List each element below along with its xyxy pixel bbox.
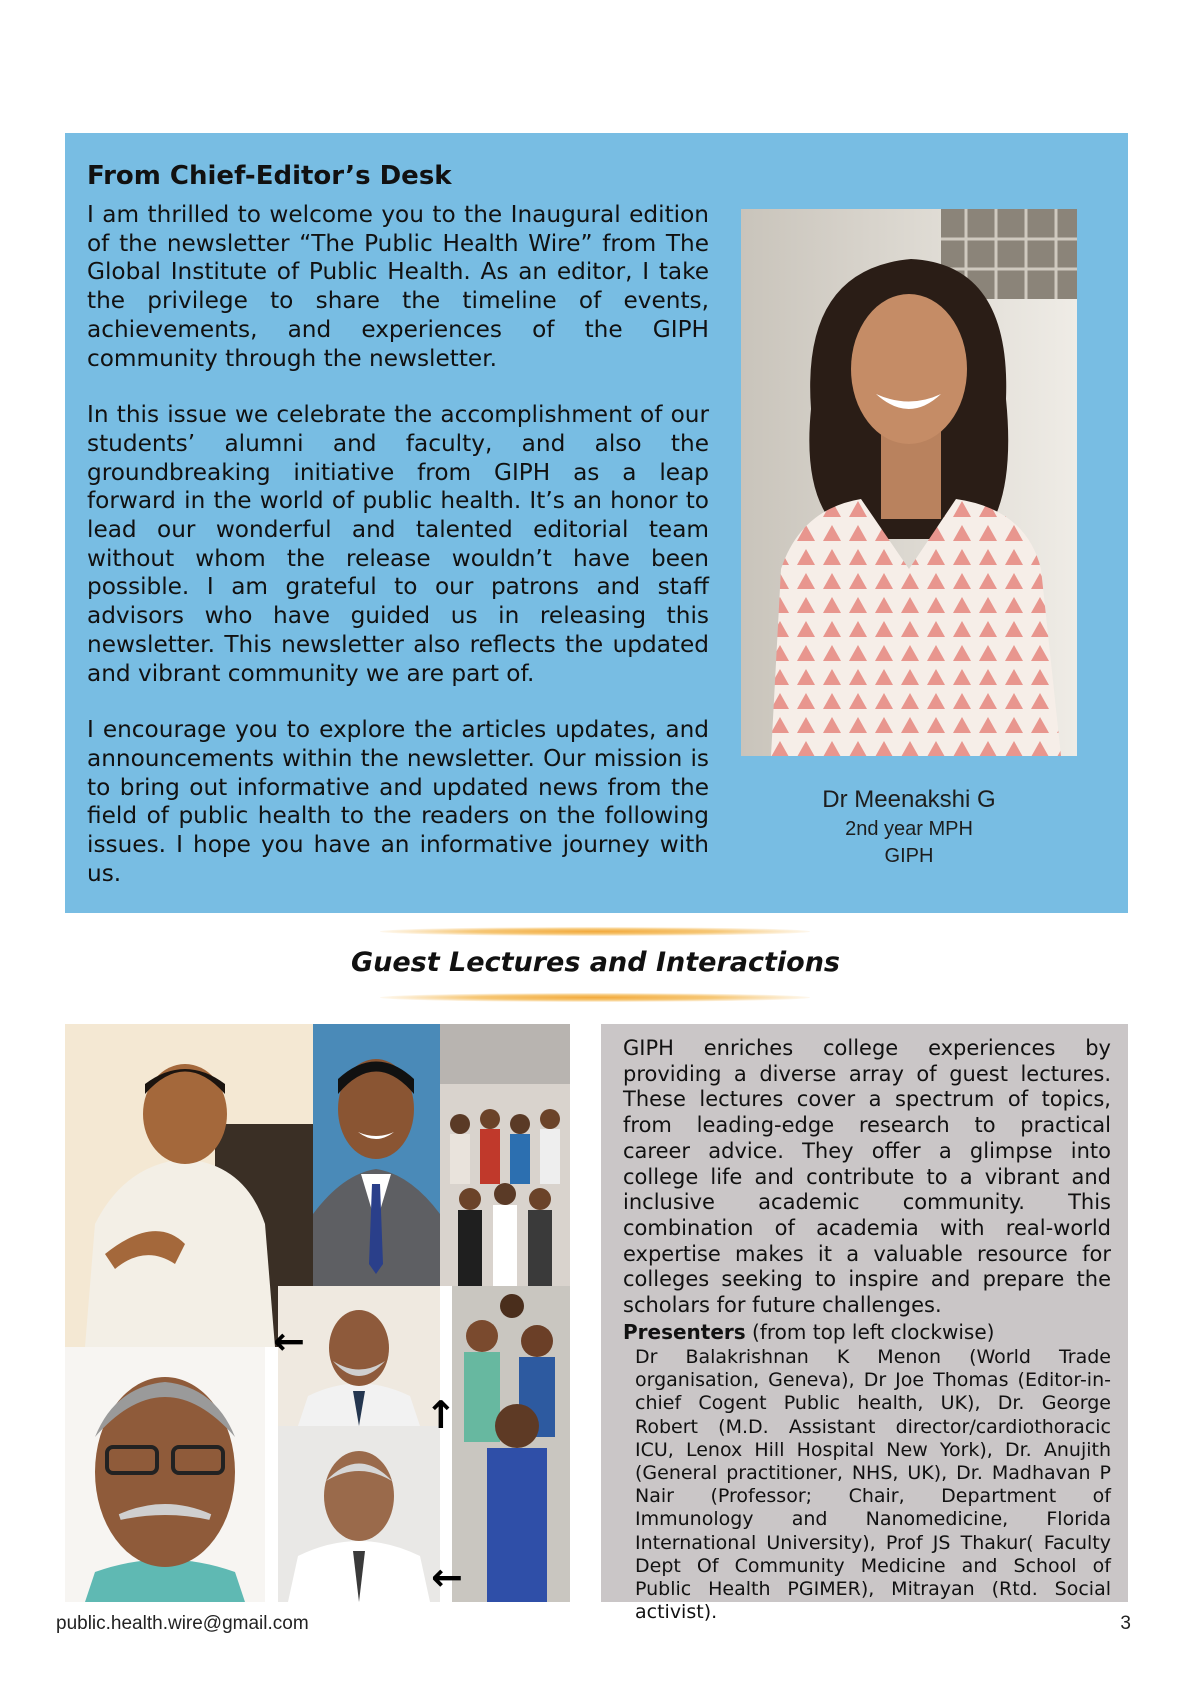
footer-email: public.health.wire@gmail.com [56,1613,309,1634]
editor-desk-title: From Chief-Editor’s Desk [87,161,452,191]
presenters-note: (from top left clockwise) [752,1320,995,1344]
editor-paragraph: I am thrilled to welcome you to the Inaugural edition of the newsletter “The Public Health Wire” from The Global Institute of Public Health. As an editor, I take the privilege to share the timeline of events, achievements, and experiences of the GIPH community through the newsletter. [87,201,709,372]
arrow-up-icon: ↑ [425,1393,457,1437]
guest-section-title: Guest Lectures and Interactions [350,947,841,978]
collage-photo-group-students [440,1024,570,1286]
collage-photo-thomas [313,1024,440,1286]
guest-photo-collage [65,1024,570,1602]
guest-section-heading [340,923,851,1008]
page-number: 3 [1120,1613,1131,1634]
editor-portrait-image [741,209,1077,756]
presenters-list: Dr Balakrishnan K Menon (World Trade organisation, Geneva), Dr Joe Thomas (Editor-in-chief Cogent Public health, UK), Dr. George Robert (M.D. Assistant director/cardiothoracic ICU, Lenox Hill Hospital New York), Dr. Anujith (General practitioner, NHS, UK), Dr. Madhavan P Nair (Professor; Chair, Department of Immunology and Nanomedicine, Florida International University), Prof JS Thakur( Faculty Dept Of Community Medicine and School of Public Health PGIMER), Mitrayan (Rtd. Social activist). [635,1346,1111,1624]
editor-role: 2nd year MPH [845,818,973,840]
editor-paragraph: In this issue we celebrate the accomplishment of our students’ alumni and faculty, and also the groundbreaking initiative from GIPH as a leap forward in the world of public health. It’s an honor to lead our wonderful and talented editorial team without whom the release wouldn’t have been possible. I am grateful to our patrons and staff advisors who have guided us in releasing this newsletter. This newsletter also reflects the updated and vibrant community we are part of. [87,401,709,687]
editor-desk-text [87,201,709,916]
collage-photo-madhavan [65,1347,265,1602]
presenters-heading [623,1320,1111,1345]
editor-photo [741,209,1077,756]
collage-photo-group-family [452,1286,570,1602]
editor-desk-panel [65,133,1128,913]
guest-description: GIPH enriches college experiences by providing a diverse array of guest lectures. These lectures cover a spectrum of topics, from leading-edge research to practical career advice. They offer a glimpse into college life and contribute to a vibrant and inclusive academic community. This combination of academia with real-world expertise makes it a valuable resource for colleges seeking to inspire and prepare the scholars for future challenges. [623,1036,1111,1318]
arrow-left-icon: ← [431,1555,463,1599]
presenters-label: Presenters [623,1320,746,1344]
guest-info-box [601,1024,1128,1624]
editor-org: GIPH [884,845,934,867]
heading-glow-top [380,927,810,936]
editor-paragraph: I encourage you to explore the articles updates, and announcements within the newsletter. Our mission is to bring out informative and updated news from the field of public health to the readers on the following issues. I hope you have an informative journey with us. [87,716,709,887]
arrow-left-icon: ← [273,1319,305,1363]
collage-photo-menon [65,1024,313,1347]
editor-name: Dr Meenakshi G [822,786,996,813]
collage-photo-thakur [278,1426,440,1602]
editor-caption [741,784,1077,870]
heading-glow-bottom [380,993,810,1002]
